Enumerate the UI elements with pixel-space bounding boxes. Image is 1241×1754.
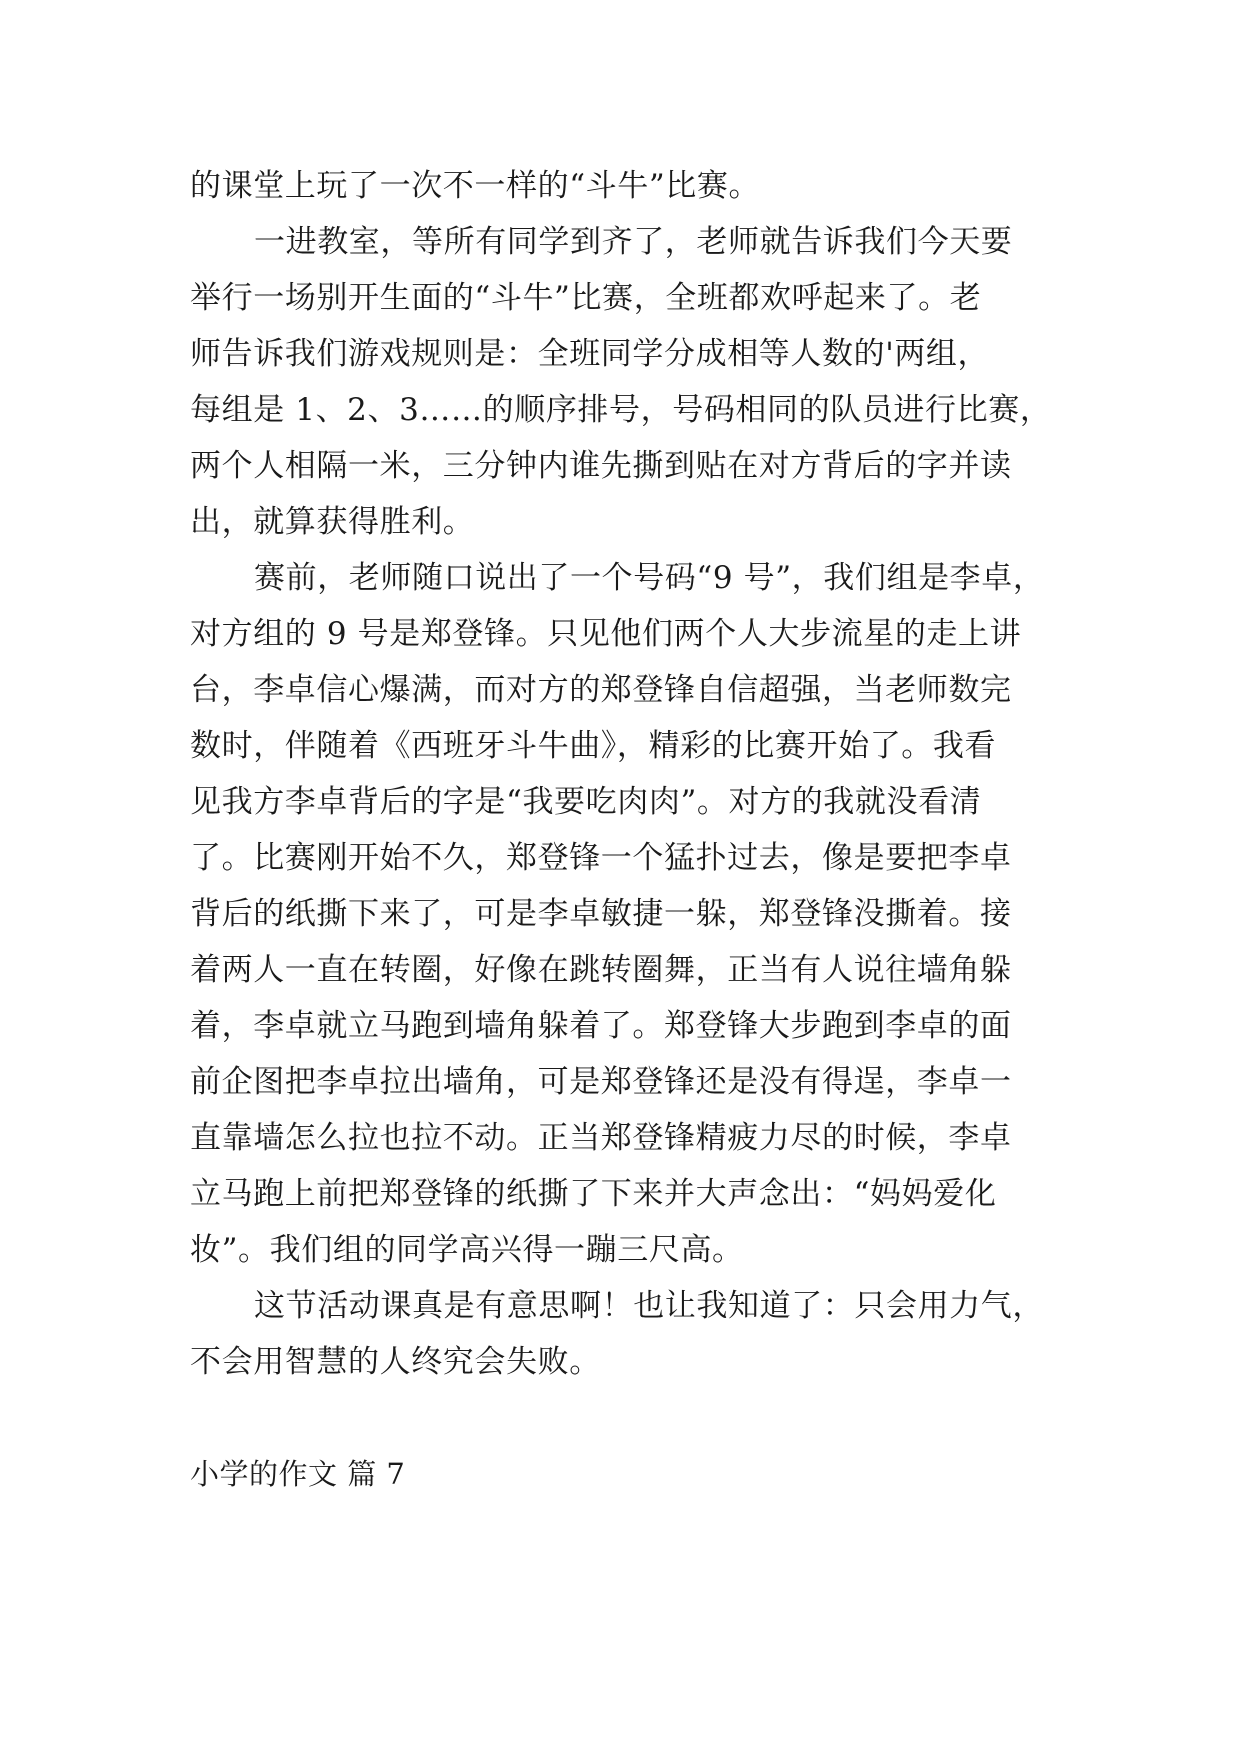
text-line: 出，就算获得胜利。 — [190, 504, 475, 540]
text-line: 着，李卓就立马跑到墙角躲着了。郑登锋大步跑到李卓的面 — [190, 1008, 1012, 1044]
text-line: 每组是 1、2、3……的顺序排号，号码相同的队员进行比赛， — [190, 392, 1052, 428]
text-line: 背后的纸撕下来了，可是李卓敏捷一躲，郑登锋没撕着。接 — [190, 896, 1012, 932]
paragraph-first-line: 一进教室，等所有同学到齐了，老师就告诉我们今天要 — [254, 224, 1013, 260]
text-line: 举行一场别开生面的“斗牛”比赛，全班都欢呼起来了。老 — [190, 280, 982, 316]
text-line: 对方组的 9 号是郑登锋。只见他们两个人大步流星的走上讲 — [190, 616, 1022, 652]
text-line: 两个人相隔一米，三分钟内谁先撕到贴在对方背后的字并读 — [190, 448, 1012, 484]
text-line: 妆”。我们组的同学高兴得一蹦三尺高。 — [190, 1232, 744, 1268]
text-line: 不会用智慧的人终究会失败。 — [190, 1344, 601, 1380]
paragraph-first-line: 赛前，老师随口说出了一个号码“9 号”，我们组是李卓， — [254, 560, 1045, 596]
section-heading: 小学的作文 篇 7 — [190, 1457, 406, 1491]
text-line: 着两人一直在转圈，好像在跳转圈舞，正当有人说往墙角躲 — [190, 952, 1012, 988]
paragraph-first-line: 这节活动课真是有意思啊！也让我知道了：只会用力气， — [254, 1288, 1044, 1324]
text-line: 见我方李卓背后的字是“我要吃肉肉”。对方的我就没看清 — [190, 784, 982, 820]
text-line: 直靠墙怎么拉也拉不动。正当郑登锋精疲力尽的时候，李卓 — [190, 1120, 1012, 1156]
text-line: 数时，伴随着《西班牙斗牛曲》，精彩的比赛开始了。我看 — [190, 728, 997, 764]
text-line: 的课堂上玩了一次不一样的“斗牛”比赛。 — [190, 168, 761, 204]
text-line: 师告诉我们游戏规则是：全班同学分成相等人数的'两组， — [190, 336, 990, 372]
text-line: 台，李卓信心爆满，而对方的郑登锋自信超强，当老师数完 — [190, 672, 1012, 708]
text-line: 了。比赛刚开始不久，郑登锋一个猛扑过去，像是要把李卓 — [190, 840, 1012, 876]
text-line: 前企图把李卓拉出墙角，可是郑登锋还是没有得逞，李卓一 — [190, 1064, 1012, 1100]
text-line: 立马跑上前把郑登锋的纸撕了下来并大声念出：“妈妈爱化 — [190, 1176, 997, 1212]
